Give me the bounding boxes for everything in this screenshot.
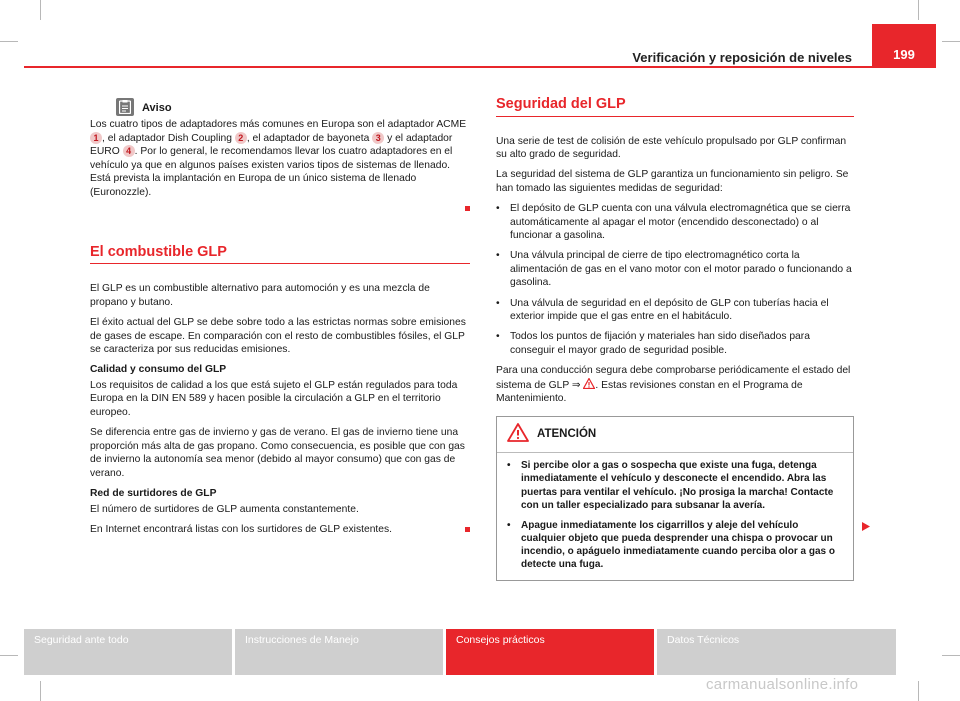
paragraph: El número de surtidores de GLP aumenta constantemente.	[90, 503, 359, 515]
warning-title: ATENCIÓN	[537, 427, 597, 440]
watermark: carmanualsonline.info	[706, 676, 859, 693]
footer-tab-datos[interactable]: Datos Técnicos	[657, 629, 896, 675]
note-heading	[116, 98, 470, 116]
right-column	[496, 98, 854, 581]
page-number: 199	[872, 24, 936, 68]
footer-nav	[24, 629, 896, 675]
end-of-section-mark	[465, 527, 470, 532]
paragraph: La seguridad del sistema de GLP garantiza un funcionamiento sin peligro. Se han tomado las siguientes medidas de seguridad:	[496, 169, 849, 194]
warning-item: • Apague inmediatamente los cigarrillos y aleje del vehículo cualquier objeto que pueda desprender una chispa o provocar un incendio, o apáguelo inmediatamente cuando perciba olor a gas o detecte una fuga.	[507, 519, 845, 572]
left-column	[90, 98, 470, 543]
header-rule	[24, 66, 936, 68]
crop-mark	[40, 0, 41, 20]
info-icon	[116, 98, 134, 116]
paragraph: Una serie de test de colisión de este vehículo propulsado por GLP confirman su alto grado de seguridad.	[496, 135, 847, 161]
note-text: Los cuatro tipos de adaptadores más comunes en Europa son el adaptador ACME 1 , el adaptador Dish Coupling 2 , el adaptador de bayoneta 3 y el adaptador EURO 4 . Por lo general, le recomendamos llevar los cuatro adaptadores en el vehículo ya que en algunos países existen varios tipos de sistemas de llenado. Está prevista la implantación en Europa de un único sistema de llenado (Euronozzle).	[90, 119, 467, 198]
list-item: • Una válvula de seguridad en el depósito de GLP con tuberías hacia el exterior impide que el gas entre en el habitáculo.	[496, 297, 854, 324]
section-title-seguridad: Seguridad del GLP	[496, 96, 626, 112]
paragraph: Para una conducción segura debe comprobarse periódicamente el estado del sistema de GLP ⇒ . Estas revisiones constan en el Programa de Mantenimiento.	[496, 364, 851, 405]
paragraph: El éxito actual del GLP se debe sobre todo a las estrictas normas sobre emisiones de gases de escape. En comparación con el resto de combustibles fósiles, el GLP se caracteriza por sus reducidas emisiones.	[90, 316, 466, 356]
ref-badge: 2	[235, 132, 247, 144]
note-title: Aviso	[142, 102, 172, 115]
crop-mark	[942, 41, 960, 42]
section-rule	[496, 116, 854, 117]
crop-mark	[942, 655, 960, 656]
warning-heading	[497, 417, 853, 454]
paragraph: El GLP es un combustible alternativo para automoción y es una mezcla de propano y butano.	[90, 283, 430, 308]
ref-badge: 3	[372, 132, 384, 144]
crop-mark	[918, 681, 919, 701]
end-of-section-mark	[465, 206, 470, 211]
footer-tab-seguridad[interactable]: Seguridad ante todo	[24, 629, 232, 675]
crop-mark	[0, 41, 18, 42]
footer-tab-consejos[interactable]: Consejos prácticos	[446, 629, 654, 675]
crop-mark	[918, 0, 919, 20]
warning-triangle-icon	[507, 423, 529, 447]
ref-badge: 4	[123, 145, 135, 157]
list-item: • El depósito de GLP cuenta con una válvula electromagnética que se cierra automáticamente al apagar el motor (encendido desconectado) o al funcionar a gasolina.	[496, 202, 854, 243]
crop-mark	[40, 681, 41, 701]
paragraph: Los requisitos de calidad a los que está sujeto el GLP están regulados para toda Europa en la DIN EN 589 y hacen posible la circulación a GLP en el territorio europeo.	[90, 379, 458, 418]
subheading: Red de surtidores de GLP	[90, 487, 217, 499]
paragraph: En Internet encontrará listas con los surtidores de GLP existentes.	[90, 523, 470, 537]
crop-mark	[0, 655, 18, 656]
list-item: • Todos los puntos de fijación y materiales han sido diseñados para conseguir el mayor grado de seguridad posible.	[496, 330, 854, 357]
warning-body	[497, 453, 853, 580]
warning-box	[496, 416, 854, 581]
continue-arrow-icon	[862, 518, 870, 536]
footer-tab-instrucciones[interactable]: Instrucciones de Manejo	[235, 629, 443, 675]
list-item: • Una válvula principal de cierre de tipo electromagnético corta la alimentación de gas en el vano motor con el motor parado o funcionando a gasolina.	[496, 249, 854, 290]
section-title-combustible: El combustible GLP	[90, 243, 227, 260]
ref-badge: 1	[90, 132, 102, 144]
warning-item: • Si percibe olor a gas o sospecha que existe una fuga, detenga inmediatamente el vehículo y desconecte el encendido. Abra las puertas para ventilar el vehículo. ¡No prosiga la marcha! Contacte con un taller especializado para subsanar la avería.	[507, 459, 845, 512]
paragraph: Se diferencia entre gas de invierno y gas de verano. El gas de invierno tiene una proporción más alta de gas propano. Como consecuencia, es posible que con gas de invierno la autonomía sea menor (debido al mayor consumo) que con gas de verano.	[90, 427, 465, 479]
section-rule	[90, 263, 470, 264]
running-header: Verificación y reposición de niveles	[632, 50, 852, 65]
warning-ref-icon[interactable]	[583, 380, 595, 391]
subheading: Calidad y consumo del GLP	[90, 364, 227, 376]
